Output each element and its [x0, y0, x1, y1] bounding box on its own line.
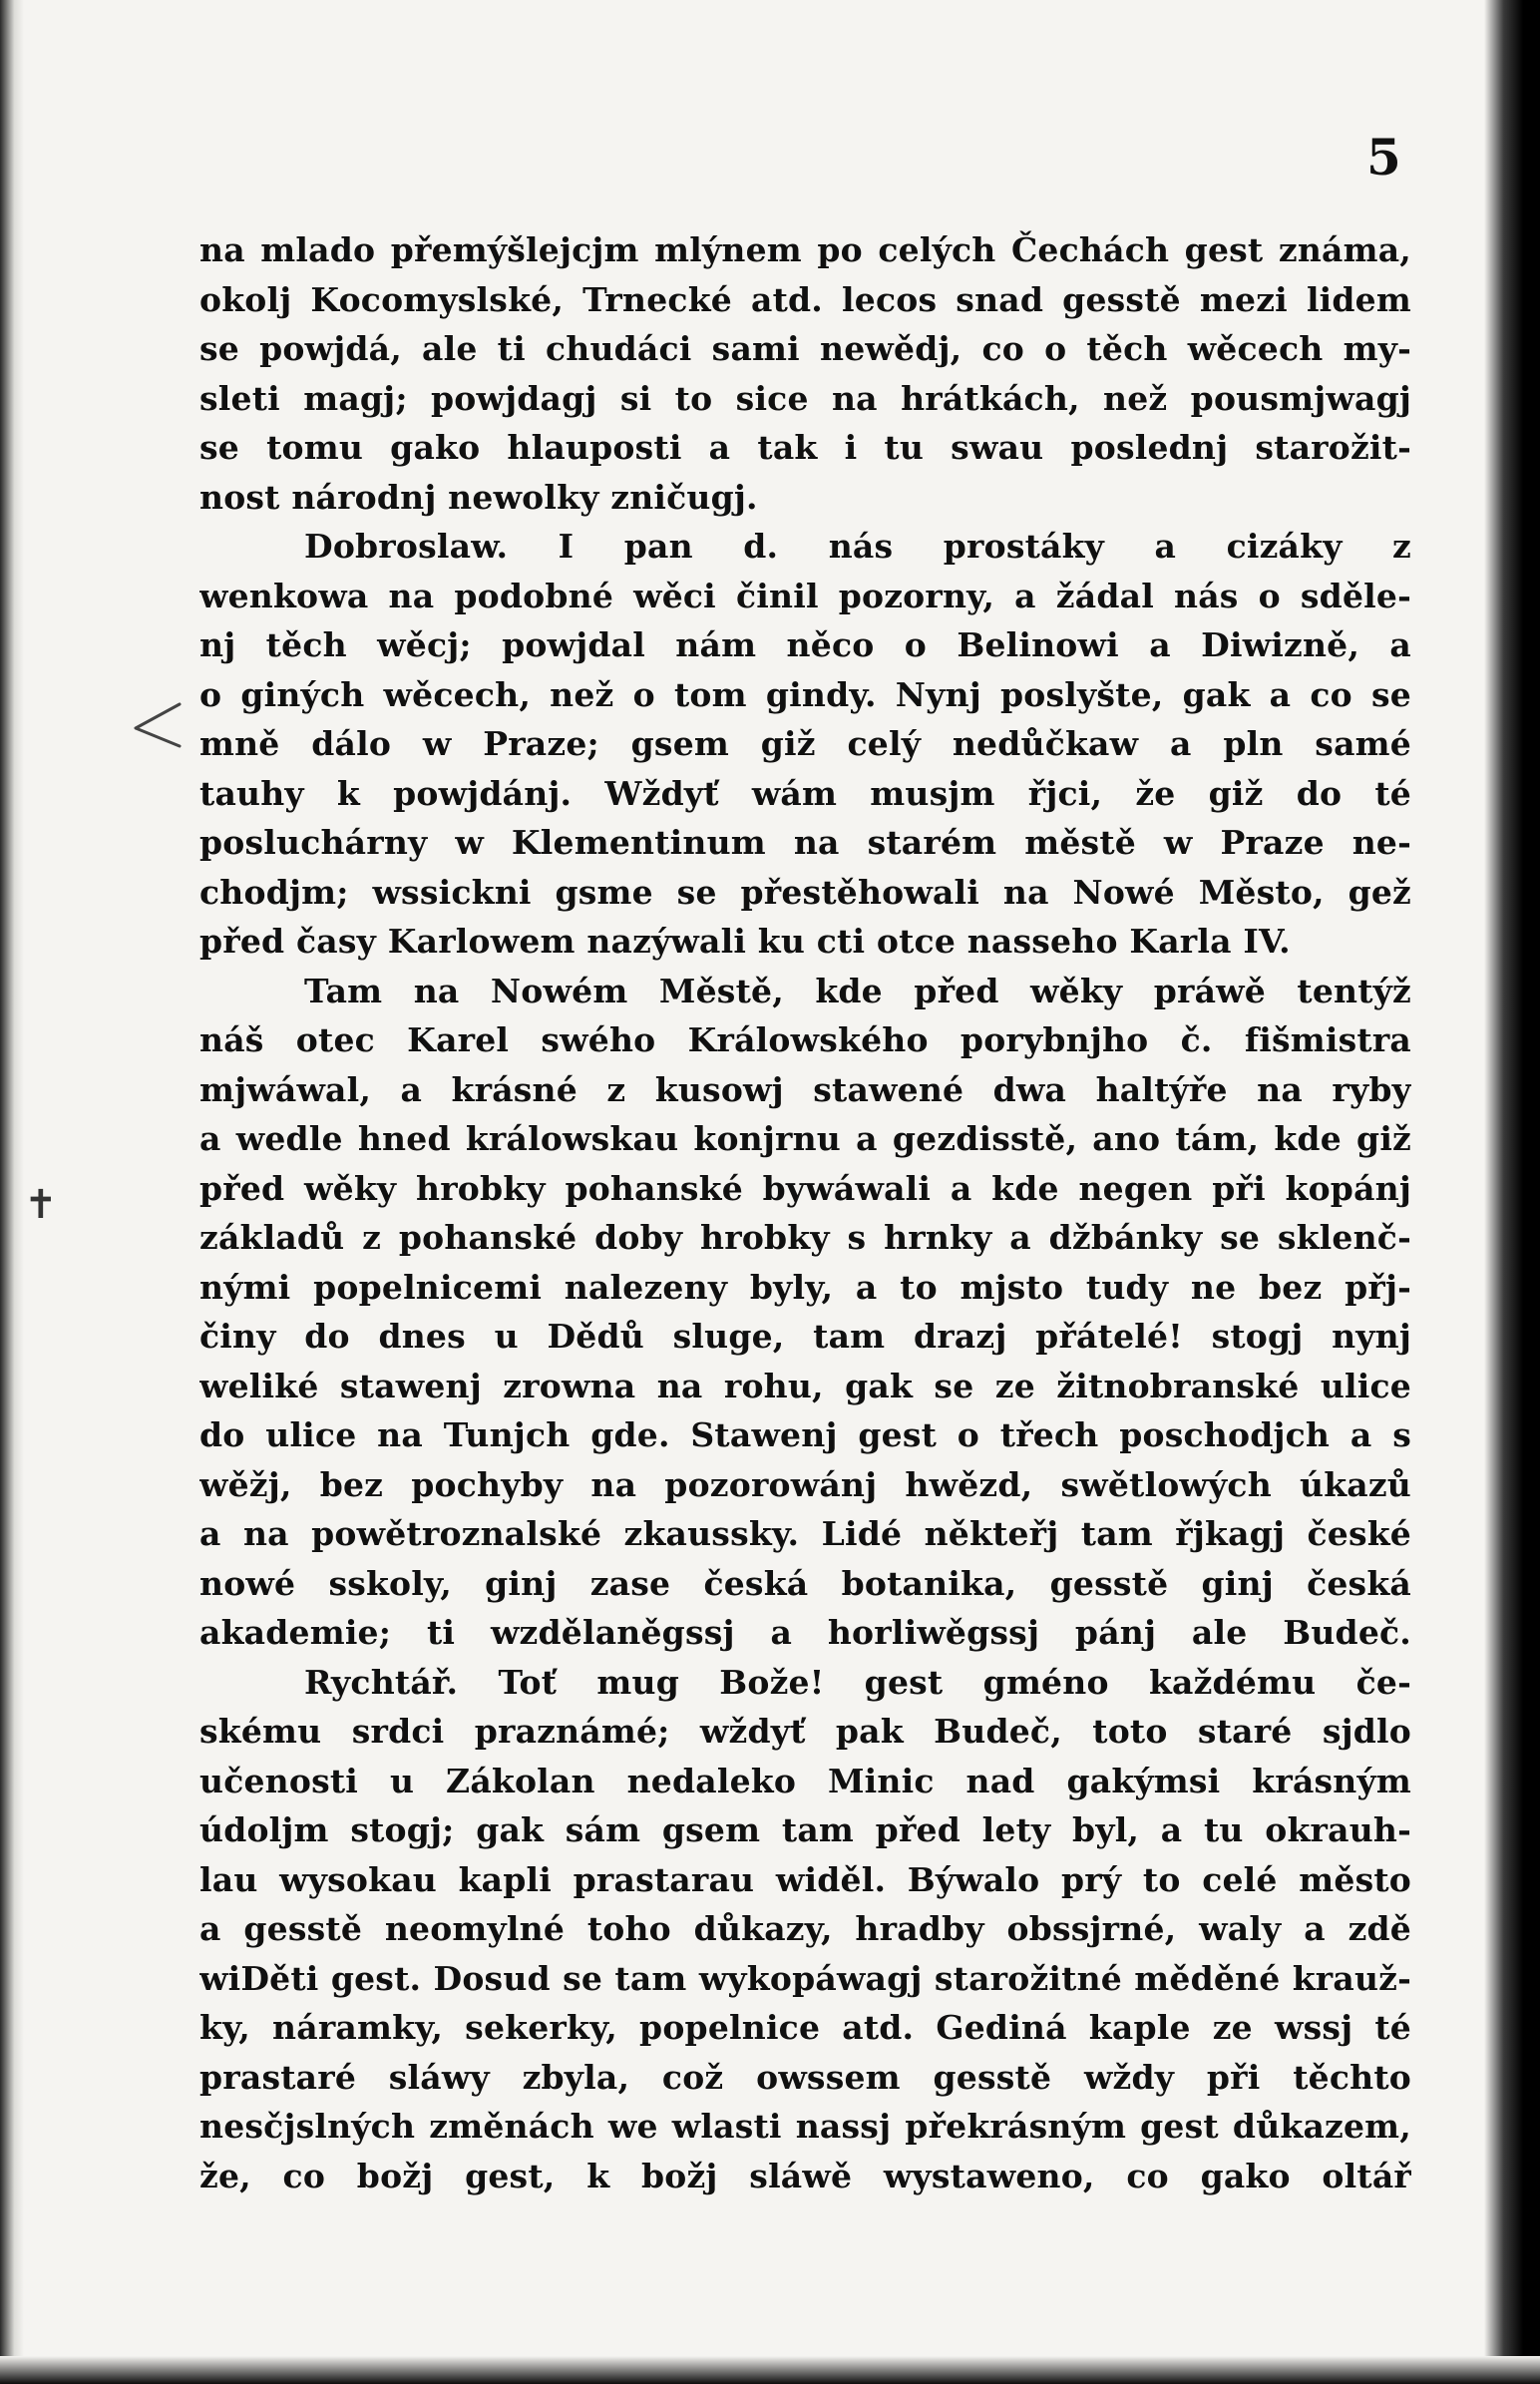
text-line: před wěky hrobky pohanské bywáwali a kde negen při kopánj — [199, 1168, 1411, 1208]
text-line: učenosti u Zákolan nedaleko Minic nad gakýmsi krásným — [199, 1761, 1411, 1800]
text-line: wěžj, bez pochyby na pozorowánj hwězd, swětlowých úkazů — [199, 1464, 1411, 1504]
body-text — [199, 225, 1411, 2200]
text-line: nými popelnicemi nalezeny byly, a to mjsto tudy ne bez přj- — [199, 1267, 1411, 1307]
text-line: Dobroslaw. I pan d. nás prostáky a cizáky z — [304, 527, 1411, 566]
text-line: a wedle hned králowskau konjrnu a gezdisstě, ano tám, kde giž — [199, 1119, 1411, 1158]
text-line: lau wysokau kapli prastarau widěl. Býwalo prý to celé město — [199, 1859, 1411, 1899]
text-line: náš otec Karel swého Králowského porybnjho č. fišmistra — [199, 1020, 1411, 1059]
text-line: okolj Kocomyslské, Trnecké atd. lecos snad gesstě mezi lidem — [199, 279, 1411, 319]
text-line: mně dálo w Praze; gsem giž celý nedůčkaw a pln samé — [199, 724, 1411, 763]
text-line: tauhy k powjdánj. Wždyť wám musjm řjci, že giž do té — [199, 773, 1411, 813]
text-line: chodjm; wssickni gsme se přestěhowali na Nowé Město, gež — [199, 872, 1411, 912]
text-line: ky, náramky, sekerky, popelnice atd. Gediná kaple ze wssj té — [199, 2008, 1411, 2047]
text-line: nesčjslných změnách we wlasti nassj překrásným gest důkazem, — [199, 2107, 1411, 2146]
text-line: a gesstě neomylné toho důkazy, hradby obssjrné, waly a zdě — [199, 1909, 1411, 1948]
text-line: že, co božj gest, k božj sláwě wystaweno, co gako oltář — [199, 2156, 1411, 2195]
text-line: wenkowa na podobné wěci činil pozorny, a žádal nás o sděle- — [199, 576, 1411, 615]
text-line: údoljm stogj; gak sám gsem tam před lety byl, a tu okrauh- — [199, 1810, 1411, 1849]
text-line: mjwáwal, a krásné z kusowj stawené dwa haltýře na ryby — [199, 1069, 1411, 1109]
text-line: wiDěti gest. Dosud se tam wykopáwagj starožitné měděné krauž- — [199, 1958, 1411, 1998]
text-line: skému srdci praznámé; wždyť pak Budeč, toto staré sjdlo — [199, 1712, 1411, 1751]
text-line: nowé sskoly, ginj zase česká botanika, gesstě ginj česká — [199, 1563, 1411, 1603]
text-line: do ulice na Tunjch gde. Stawenj gest o třech poschodjch a s — [199, 1415, 1411, 1454]
text-line: základů z pohanské doby hrobky s hrnky a džbánky se sklenč- — [199, 1218, 1411, 1257]
text-line: nost národnj newolky zničugj. — [199, 477, 758, 517]
scan-shadow-bottom — [0, 2356, 1540, 2384]
text-line: Tam na Nowém Městě, kde před wěky práwě tentýž — [304, 971, 1411, 1010]
text-line: se powjdá, ale ti chudáci sami newědj, co o těch wěcech my- — [199, 329, 1411, 368]
scan-shadow-left — [0, 0, 24, 2384]
scan-shadow-right — [1484, 0, 1540, 2384]
text-line: posluchárny w Klementinum na starém městě w Praze ne- — [199, 823, 1411, 862]
text-line: prastaré sláwy zbyla, což owssem gesstě wždy při těchto — [199, 2057, 1411, 2097]
text-line: sleti magj; powjdagj si to sice na hrátkách, než pousmjwagj — [199, 378, 1411, 418]
text-line: nj těch wěcj; powjdal nám něco o Belinowi a Diwizně, a — [199, 625, 1411, 664]
page-number: 5 — [1366, 128, 1401, 187]
margin-chevron-mark — [128, 698, 188, 758]
margin-cross-mark: ✝ — [24, 1182, 58, 1228]
text-line: a na powětroznalské zkaussky. Lidé někteřj tam řjkagj české — [199, 1514, 1411, 1553]
text-line: weliké stawenj zrowna na rohu, gak se ze žitnobranské ulice — [199, 1366, 1411, 1405]
text-line: akademie; ti wzdělaněgssj a horliwěgssj pánj ale Budeč. — [199, 1613, 1411, 1652]
text-line: na mlado přemýšlejcjm mlýnem po celých Čechách gest známa, — [199, 230, 1411, 269]
text-line: se tomu gako hlauposti a tak i tu swau poslednj starožit- — [199, 428, 1411, 467]
text-line: Rychtář. Toť mug Bože! gest gméno každému če- — [304, 1662, 1411, 1702]
text-line: činy do dnes u Dědů sluge, tam drazj přátelé! stogj nynj — [199, 1317, 1411, 1356]
text-line: před časy Karlowem nazýwali ku cti otce nasseho Karla IV. — [199, 922, 1291, 961]
text-line: o giných wěcech, než o tom gindy. Nynj poslyšte, gak a co se — [199, 674, 1411, 714]
